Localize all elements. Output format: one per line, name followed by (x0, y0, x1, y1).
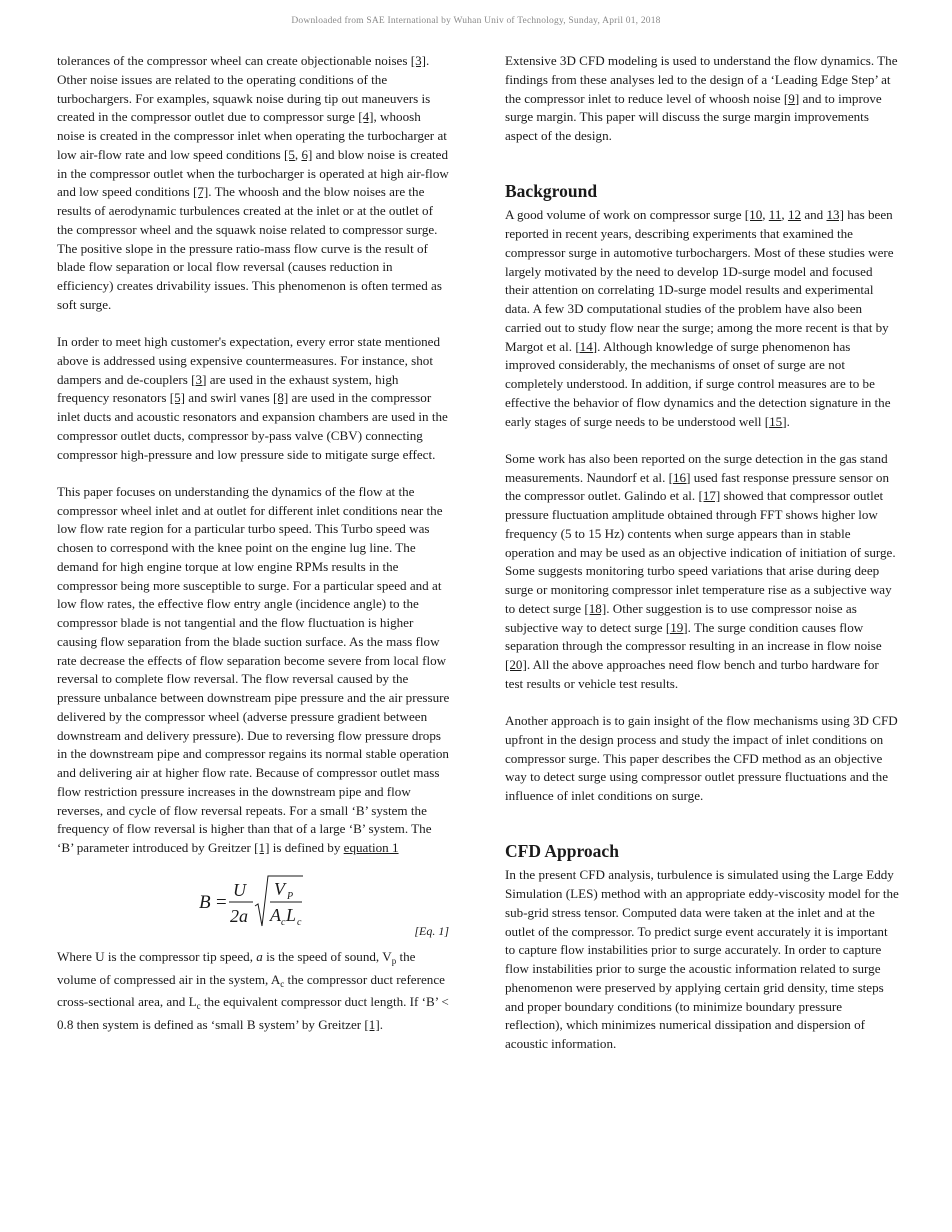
citation-link[interactable]: [5 (284, 146, 295, 162)
right-paragraph-3: Some work has also been reported on the surge detection in the gas stand measurements. Naundorf et al. [16] used fast response pressure sensor on the compressor outlet. Galindo et al. [17] showed that compressor outlet pressure fluctuation amplitude obtained through FFT shows higher low frequency (5 to 15 Hz) contents when surge appears than in stable operation and may be used as an objective indication of initiation of surge. Some suggests monitoring turbo speed variations that arise during deep surge or monitoring compressor inlet temperature rise as a subjective way to detect surge [18]. Other suggestion is to use compressor noise as subjective way to detect surge [19]. The surge condition causes flow separation through the compressor resulting in an increase in flow noise [20]. All the above approaches need flow bench and turbo hardware for test results or vehicle test results. (505, 450, 896, 691)
citation-link[interactable]: 12 (787, 207, 802, 223)
citation-link[interactable]: 6] (301, 146, 313, 162)
right-paragraph-4: Another approach is to gain insight of the flow mechanisms using 3D CFD upfront in the design process and study the impact of inlet conditions on compressor surge. This paper describes the CFD method as an objective way to detect surge using compressor outlet pressure fluctuations and the influence of inlet conditions on surge. (505, 713, 898, 803)
citation-link[interactable]: [16] (668, 469, 691, 485)
left-paragraph-1: tolerances of the compressor wheel can create objectionable noises [3]. Other noise issues are related to the operating conditions of the turbochargers. For examples, squawk noise during tip out maneuvers is created in the compressor outlet due to compressor surge [4], whoosh noise is created in the compressor inlet when operating the turbocharger at low air-flow rate and low speed conditions [5, 6] and blow noise is created in the compressor outlet when the turbocharger is operated at high air-flow and low speed conditions [7]. The whoosh and the blow noises are the results of aerodynamic turbulences created at the inlet or at the outlet of the compressor wheel and the squawk noise related to compressor surge. The positive slope in the pressure ratio-mass flow curve is the result of blade flow separation or local flow reversal (causes reduction in efficiency) creates drivability issues. This phenomenon is often termed as soft surge. (57, 53, 449, 312)
citation-link[interactable]: [19] (665, 619, 688, 635)
citation-link[interactable]: [4] (358, 109, 374, 125)
section-heading-cfd-approach: CFD Approach (505, 841, 619, 862)
citation-link[interactable]: [3] (191, 371, 207, 387)
eq-equals: = (216, 891, 227, 913)
citation-link[interactable]: [20] (505, 657, 527, 672)
citation-link[interactable]: [14] (575, 338, 598, 354)
section-heading-background: Background (505, 181, 598, 202)
citation-link[interactable]: [15] (764, 413, 787, 429)
eq-root-den-a-sub: c (281, 916, 286, 928)
citation-link[interactable]: [9] (783, 90, 800, 106)
eq-root-den-l-sub: c (297, 916, 302, 928)
citation-link[interactable]: [18] (584, 600, 607, 616)
citation-link[interactable]: [7] (193, 184, 209, 200)
left-column (57, 52, 451, 1053)
right-column (505, 52, 899, 1072)
citation-link[interactable]: [1] (364, 1017, 380, 1032)
left-paragraph-4: Where U is the compressor tip speed, a is the speed of sound, $V_p$ the volume of compressed air in the system, $A_c$ the compressor duct reference cross-sectional area, and $L_c$ the equivalent compressor duct length. If ‘B’ < 0.8 then system is defined as ‘small B system’ by Greitzer [1]. (57, 948, 449, 1032)
right-paragraph-2: A good volume of work on compressor surge [10, 11, 12 and 13] has been reported in recent years, describing experiments that examined the compressor surge in automotive turbochargers. Most of these studies were largely motivated by the need to develop 1D-surge model and focused their attention on correlating 1D-surge model results and experimental data. A few 3D computational studies of the problem have also been carried out to study flow near the surge; among the more recent is that by Margot et al. [14]. Although knowledge of surge phenomenon has improved considerably, the mechanisms of onset of surge are not completely understood. In addition, if surge control measures are to be effective the behavior of flow dynamics and the detection signature in the early stages of surge needs to be understood well [15]. (505, 207, 894, 429)
equation-label: [Eq. 1] (414, 923, 449, 938)
download-watermark: Downloaded from SAE International by Wuhan Univ of Technology, Sunday, April 01, 2018 (291, 16, 661, 26)
equation-link[interactable]: equation 1 (343, 840, 399, 855)
equation-formula (193, 870, 313, 932)
citation-link[interactable]: 11 (768, 207, 782, 223)
right-paragraph-5: In the present CFD analysis, turbulence is simulated using the Large Eddy Simulation (LES) method with an appropriate eddy-viscosity model for the sub-grid stress tensor. Computed data were taken at the inlet and at the outlet of the compressor. To predict surge event accurately it is important to capture flow instabilities prior to surge accurately. In order to capture flow instabilities prior to surge the acoustic information related to surge phenomenon were preserved by applying certain grid density, time steps and proper boundary conditions (to minimize boundary pressure reflection), which minimizes numerical dissipation and dispersion of acoustic information. (505, 867, 899, 1051)
left-paragraph-2: In order to meet high customer's expectation, every error state mentioned above is addressed using expensive countermeasures. For instance, shot dampers and de-couplers [3] are used in the exhaust system, high frequency resonators [5] and swirl vanes [8] are used in the compressor inlet ducts and acoustic resonators and expansion chambers are used in the compressor outlet ducts, compressor by-pass valve (CBV) connecting compressor high-pressure and low pressure side to mitigate surge effect. (57, 334, 448, 462)
citation-link[interactable]: [5] (169, 390, 185, 406)
citation-link[interactable]: [1] (254, 840, 270, 855)
citation-link[interactable]: [3] (410, 53, 427, 68)
eq-root-numerator: V (274, 878, 285, 899)
equation-1 (57, 864, 451, 938)
eq-root-den-l: L (286, 904, 297, 925)
citation-link[interactable]: [8] (273, 390, 289, 406)
left-paragraph-3: This paper focuses on understanding the dynamics of the flow at the compressor wheel inlet and at outlet for different inlet conditions near the low flow rate region for a particular turbo speed. This Turbo speed was chosen to correspond with the knee point on the engine lug line. The demand for high engine torque at low engine RPMs results in the compressor being more susceptible to surge. For a particular speed and at low flow rates, the effective flow entry angle (incidence angle) to the compressor blade is not tangential and the flow fluctuation is higher causing flow separation from the blade suction surface. As the mass flow rate decrease the effects of flow separation become severe from local flow reversal to complete flow reversal. The flow reversal caused by the pressure unbalance between downstream pipe pressure and the air pressure delivered by the compressor wheel (adverse pressure gradient between downstream and delivery pressure). Due to reversing flow pressure drops in the downstream pipe and compressor regains its normal stable operation and delivering air at higher flow rate. Because of compressor outlet mass flow restriction pressure increases in the downstream pipe and flow reverses, and cycle of flow reversal repeats. For a small ‘B’ system the frequency of flow reversal is higher than that of a large ‘B’ system. The ‘B’ parameter introduced by Greitzer [1] is defined by equation 1 (57, 483, 450, 855)
citation-link[interactable]: [10 (744, 207, 763, 223)
citation-link[interactable]: [17] (698, 488, 721, 504)
eq-root-numerator-sub: P (287, 890, 294, 902)
eq-numerator: U (233, 879, 246, 900)
eq-denominator: 2a (230, 905, 248, 926)
eq-lhs: B (199, 891, 211, 913)
eq-root-den-a: A (270, 904, 281, 925)
right-paragraph-1: Extensive 3D CFD modeling is used to understand the flow dynamics. The findings from these analyses led to the design of a ‘Leading Edge Step’ at the compressor inlet to reduce level of whoosh noise [9] and to improve surge margin. This paper will discuss the surge margin improvements aspect of the design. (505, 53, 898, 143)
citation-link[interactable]: 13] (826, 207, 844, 223)
